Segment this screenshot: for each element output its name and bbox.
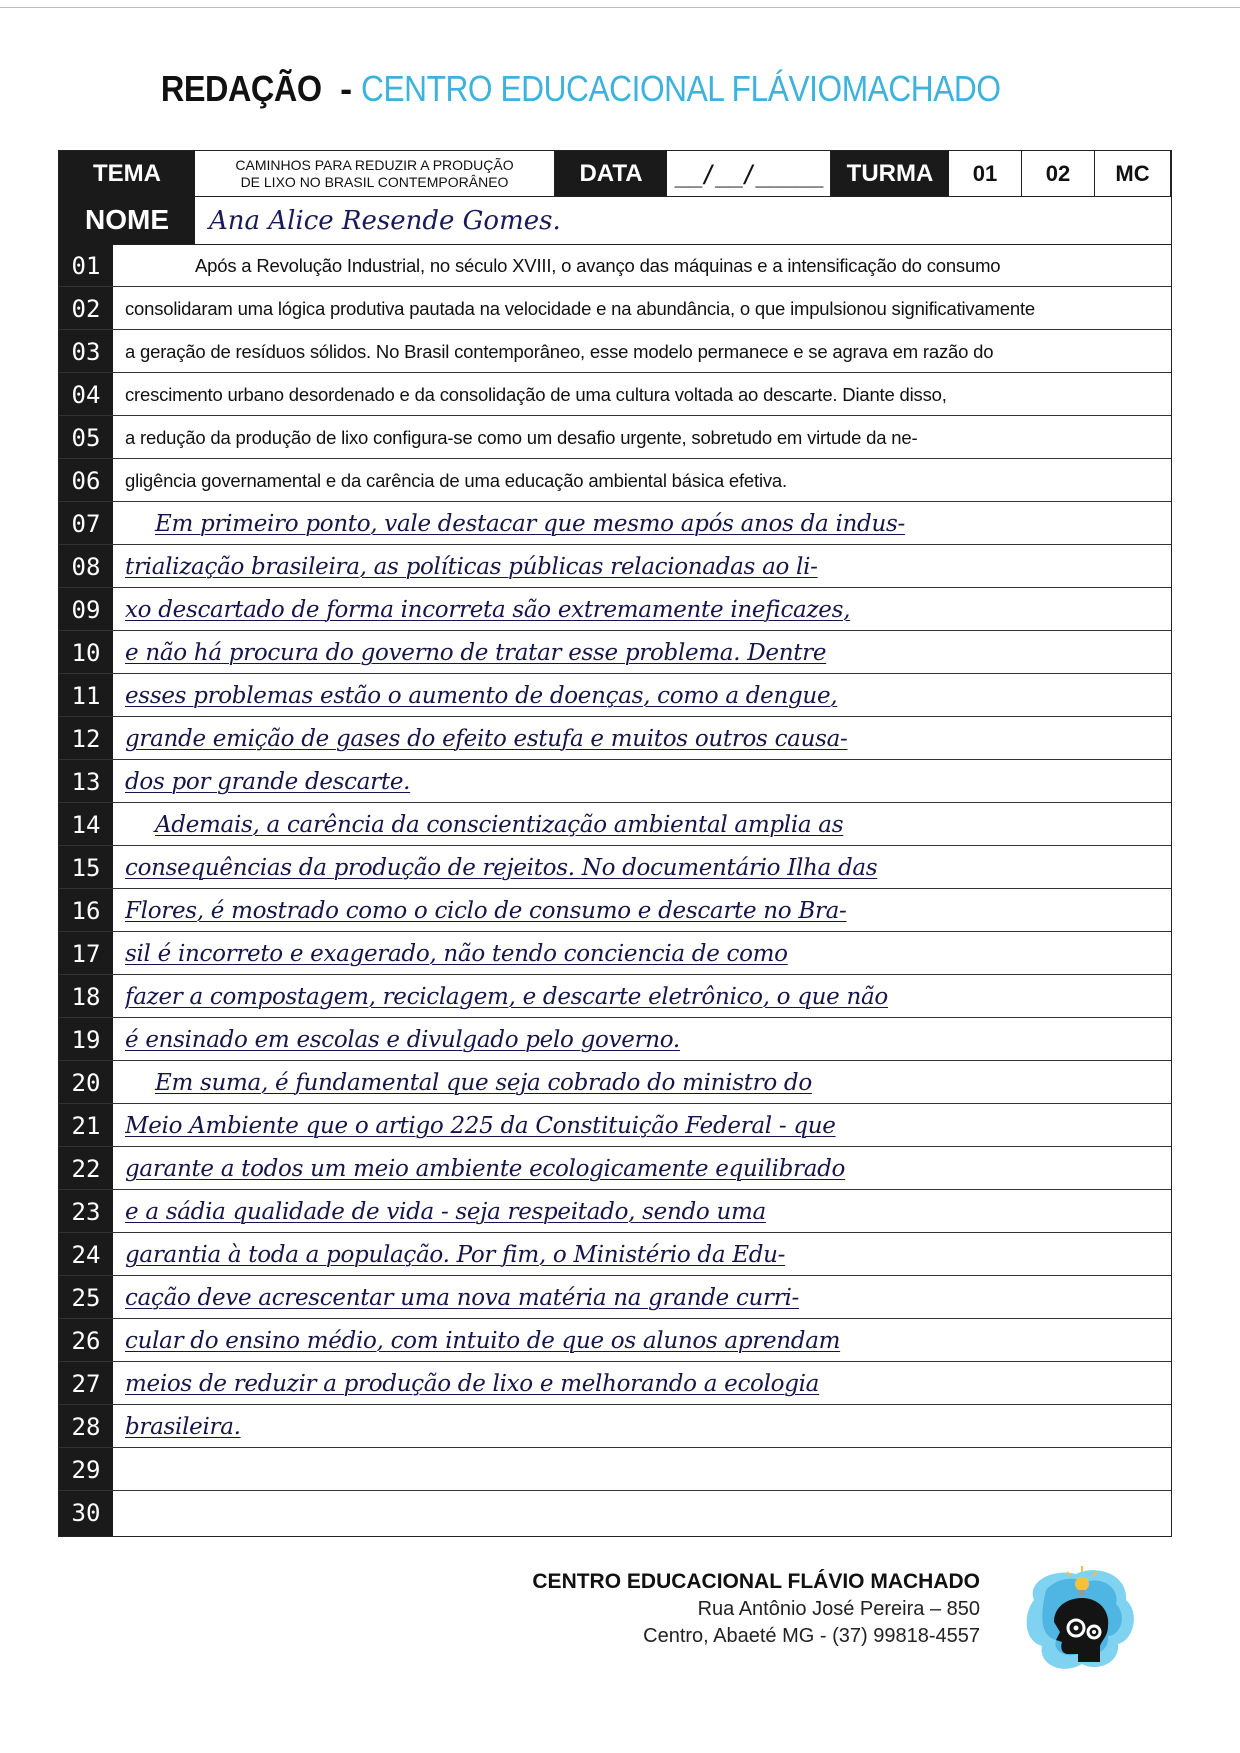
tema-line-1: CAMINHOS PARA REDUZIR A PRODUÇÃO [235, 156, 514, 173]
line-number: 08 [71, 552, 101, 581]
turma-option-mc[interactable]: MC [1095, 151, 1171, 196]
nome-field[interactable]: Ana Alice Resende Gomes. [209, 206, 561, 236]
title-bold: REDAÇÃO [161, 68, 322, 109]
footer [420, 1570, 980, 1648]
turma-option-02[interactable]: 02 [1022, 151, 1095, 196]
line-number: 21 [71, 1111, 101, 1140]
footer-address: Rua Antônio José Pereira – 850 [697, 1598, 980, 1620]
line-number: 04 [71, 380, 101, 409]
line-number: 22 [71, 1154, 101, 1183]
line-text[interactable]: dos por grande descarte. [125, 768, 411, 795]
line-number: 24 [71, 1240, 101, 1269]
line-number: 14 [71, 810, 101, 839]
essay-line [59, 932, 1171, 975]
essay-line [59, 1405, 1171, 1448]
essay-line [59, 1491, 1171, 1534]
essay-line [59, 1190, 1171, 1233]
essay-line [59, 803, 1171, 846]
line-number: 16 [71, 896, 101, 925]
essay-line [59, 459, 1171, 502]
essay-line [59, 1448, 1171, 1491]
line-number: 17 [71, 939, 101, 968]
line-number: 11 [71, 681, 101, 710]
line-number: 02 [71, 294, 101, 323]
essay-line [59, 1147, 1171, 1190]
line-number: 27 [71, 1369, 101, 1398]
line-number: 19 [71, 1025, 101, 1054]
essay-line [59, 1276, 1171, 1319]
line-number: 20 [71, 1068, 101, 1097]
line-text[interactable]: e não há procura do governo de tratar esse problema. Dentre [125, 639, 827, 666]
line-number: 26 [71, 1326, 101, 1355]
header-row [59, 151, 1171, 197]
line-text[interactable]: brasileira. [125, 1413, 241, 1440]
line-number: 29 [71, 1455, 101, 1484]
title-accent: CENTRO EDUCACIONAL FLÁVIOMACHADO [361, 68, 1001, 109]
line-text[interactable]: garantia à toda a população. Por fim, o Ministério da Edu- [125, 1241, 786, 1268]
line-text[interactable]: gligência governamental e da carência de uma educação ambiental básica efetiva. [125, 469, 787, 491]
top-rule [0, 7, 1240, 8]
line-text[interactable]: Em suma, é fundamental que seja cobrado do ministro do [155, 1069, 812, 1096]
line-number: 06 [71, 466, 101, 495]
turma-option-01[interactable]: 01 [949, 151, 1022, 196]
footer-city-phone: Centro, Abaeté MG - (37) 99818-4557 [643, 1625, 980, 1647]
essay-line [59, 1319, 1171, 1362]
line-text[interactable] [125, 1491, 1163, 1534]
line-number: 07 [71, 509, 101, 538]
essay-line [59, 244, 1171, 287]
essay-line [59, 416, 1171, 459]
line-number: 13 [71, 767, 101, 796]
line-number: 10 [71, 638, 101, 667]
line-text[interactable]: é ensinado em escolas e divulgado pelo governo. [125, 1026, 680, 1053]
turma-label: TURMA [831, 151, 949, 196]
date-field[interactable]: __/__/_____ [667, 151, 831, 196]
essay-line [59, 373, 1171, 416]
line-text[interactable]: xo descartado de forma incorreta são extremamente ineficazes, [125, 596, 851, 623]
essay-line [59, 1104, 1171, 1147]
essay-line [59, 502, 1171, 545]
essay-line [59, 1018, 1171, 1061]
line-text[interactable]: sil é incorreto e exagerado, não tendo conciencia de como [125, 940, 788, 967]
line-number: 30 [71, 1498, 101, 1527]
line-number: 18 [71, 982, 101, 1011]
line-text[interactable]: garante a todos um meio ambiente ecologicamente equilibrado [125, 1155, 846, 1182]
line-text[interactable]: a geração de resíduos sólidos. No Brasil contemporâneo, esse modelo permanece e se agrava em razão do [125, 340, 994, 362]
essay-line [59, 631, 1171, 674]
line-number: 28 [71, 1412, 101, 1441]
line-text[interactable]: fazer a compostagem, reciclagem, e descarte eletrônico, o que não [125, 983, 888, 1010]
line-number: 23 [71, 1197, 101, 1226]
line-text[interactable]: cação deve acrescentar uma nova matéria na grande curri- [125, 1284, 799, 1311]
essay-line [59, 545, 1171, 588]
essay-line [59, 760, 1171, 803]
line-number: 01 [71, 251, 101, 280]
line-text[interactable]: grande emição de gases do efeito estufa e muitos outros causa- [125, 725, 848, 752]
essay-line [59, 1061, 1171, 1104]
line-number: 25 [71, 1283, 101, 1312]
tema-line-2: DE LIXO NO BRASIL CONTEMPORÂNEO [240, 173, 509, 190]
line-number: 05 [71, 423, 101, 452]
line-text[interactable]: esses problemas estão o aumento de doenças, como a dengue, [125, 682, 838, 709]
tema-value [195, 151, 555, 196]
title-separator: - [340, 68, 352, 109]
line-text[interactable]: trialização brasileira, as políticas públicas relacionadas ao li- [125, 553, 818, 580]
line-text[interactable] [125, 1448, 1163, 1491]
essay-line [59, 1362, 1171, 1405]
page-title [0, 68, 1240, 110]
line-text[interactable]: a redução da produção de lixo configura-se como um desafio urgente, sobretudo em virtude da ne- [125, 426, 918, 448]
line-text[interactable]: consequências da produção de rejeitos. No documentário Ilha das [125, 854, 878, 881]
line-text[interactable]: meios de reduzir a produção de lixo e melhorando a ecologia [125, 1370, 820, 1397]
line-text[interactable]: cular do ensino médio, com intuito de que os alunos aprendam [125, 1327, 841, 1354]
essay-line [59, 975, 1171, 1018]
tema-label: TEMA [59, 151, 195, 196]
essay-line [59, 1233, 1171, 1276]
line-text[interactable]: Ademais, a carência da conscientização ambiental amplia as [155, 811, 844, 838]
essay-line [59, 889, 1171, 932]
line-text[interactable]: Após a Revolução Industrial, no século XVIII, o avanço das máquinas e a intensificação do consumo [195, 254, 1001, 276]
essay-sheet [58, 150, 1172, 1537]
line-number: 09 [71, 595, 101, 624]
line-text[interactable]: Flores, é mostrado como o ciclo de consumo e descarte no Bra- [125, 897, 847, 924]
line-text[interactable]: e a sádia qualidade de vida - seja respeitado, sendo uma [125, 1198, 766, 1225]
nome-label: NOME [59, 196, 195, 244]
line-text[interactable]: crescimento urbano desordenado e da consolidação de uma cultura voltada ao descarte. Diante disso, [125, 383, 947, 405]
line-text[interactable]: consolidaram uma lógica produtiva pautada na velocidade e na abundância, o que impulsionou significativamente [125, 297, 1035, 319]
line-text[interactable]: Em primeiro ponto, vale destacar que mesmo após anos da indus- [155, 510, 905, 537]
essay-line [59, 674, 1171, 717]
nome-row [59, 196, 1171, 245]
line-number: 12 [71, 724, 101, 753]
head-gears-lightbulb-icon [1016, 1560, 1146, 1690]
essay-line [59, 287, 1171, 330]
line-number: 15 [71, 853, 101, 882]
line-text[interactable]: Meio Ambiente que o artigo 225 da Constituição Federal - que [125, 1112, 836, 1139]
essay-line [59, 588, 1171, 631]
footer-school-name: CENTRO EDUCACIONAL FLÁVIO MACHADO [532, 1570, 980, 1593]
essay-line [59, 330, 1171, 373]
essay-line [59, 846, 1171, 889]
line-number: 03 [71, 337, 101, 366]
essay-line [59, 717, 1171, 760]
data-label: DATA [555, 151, 667, 196]
